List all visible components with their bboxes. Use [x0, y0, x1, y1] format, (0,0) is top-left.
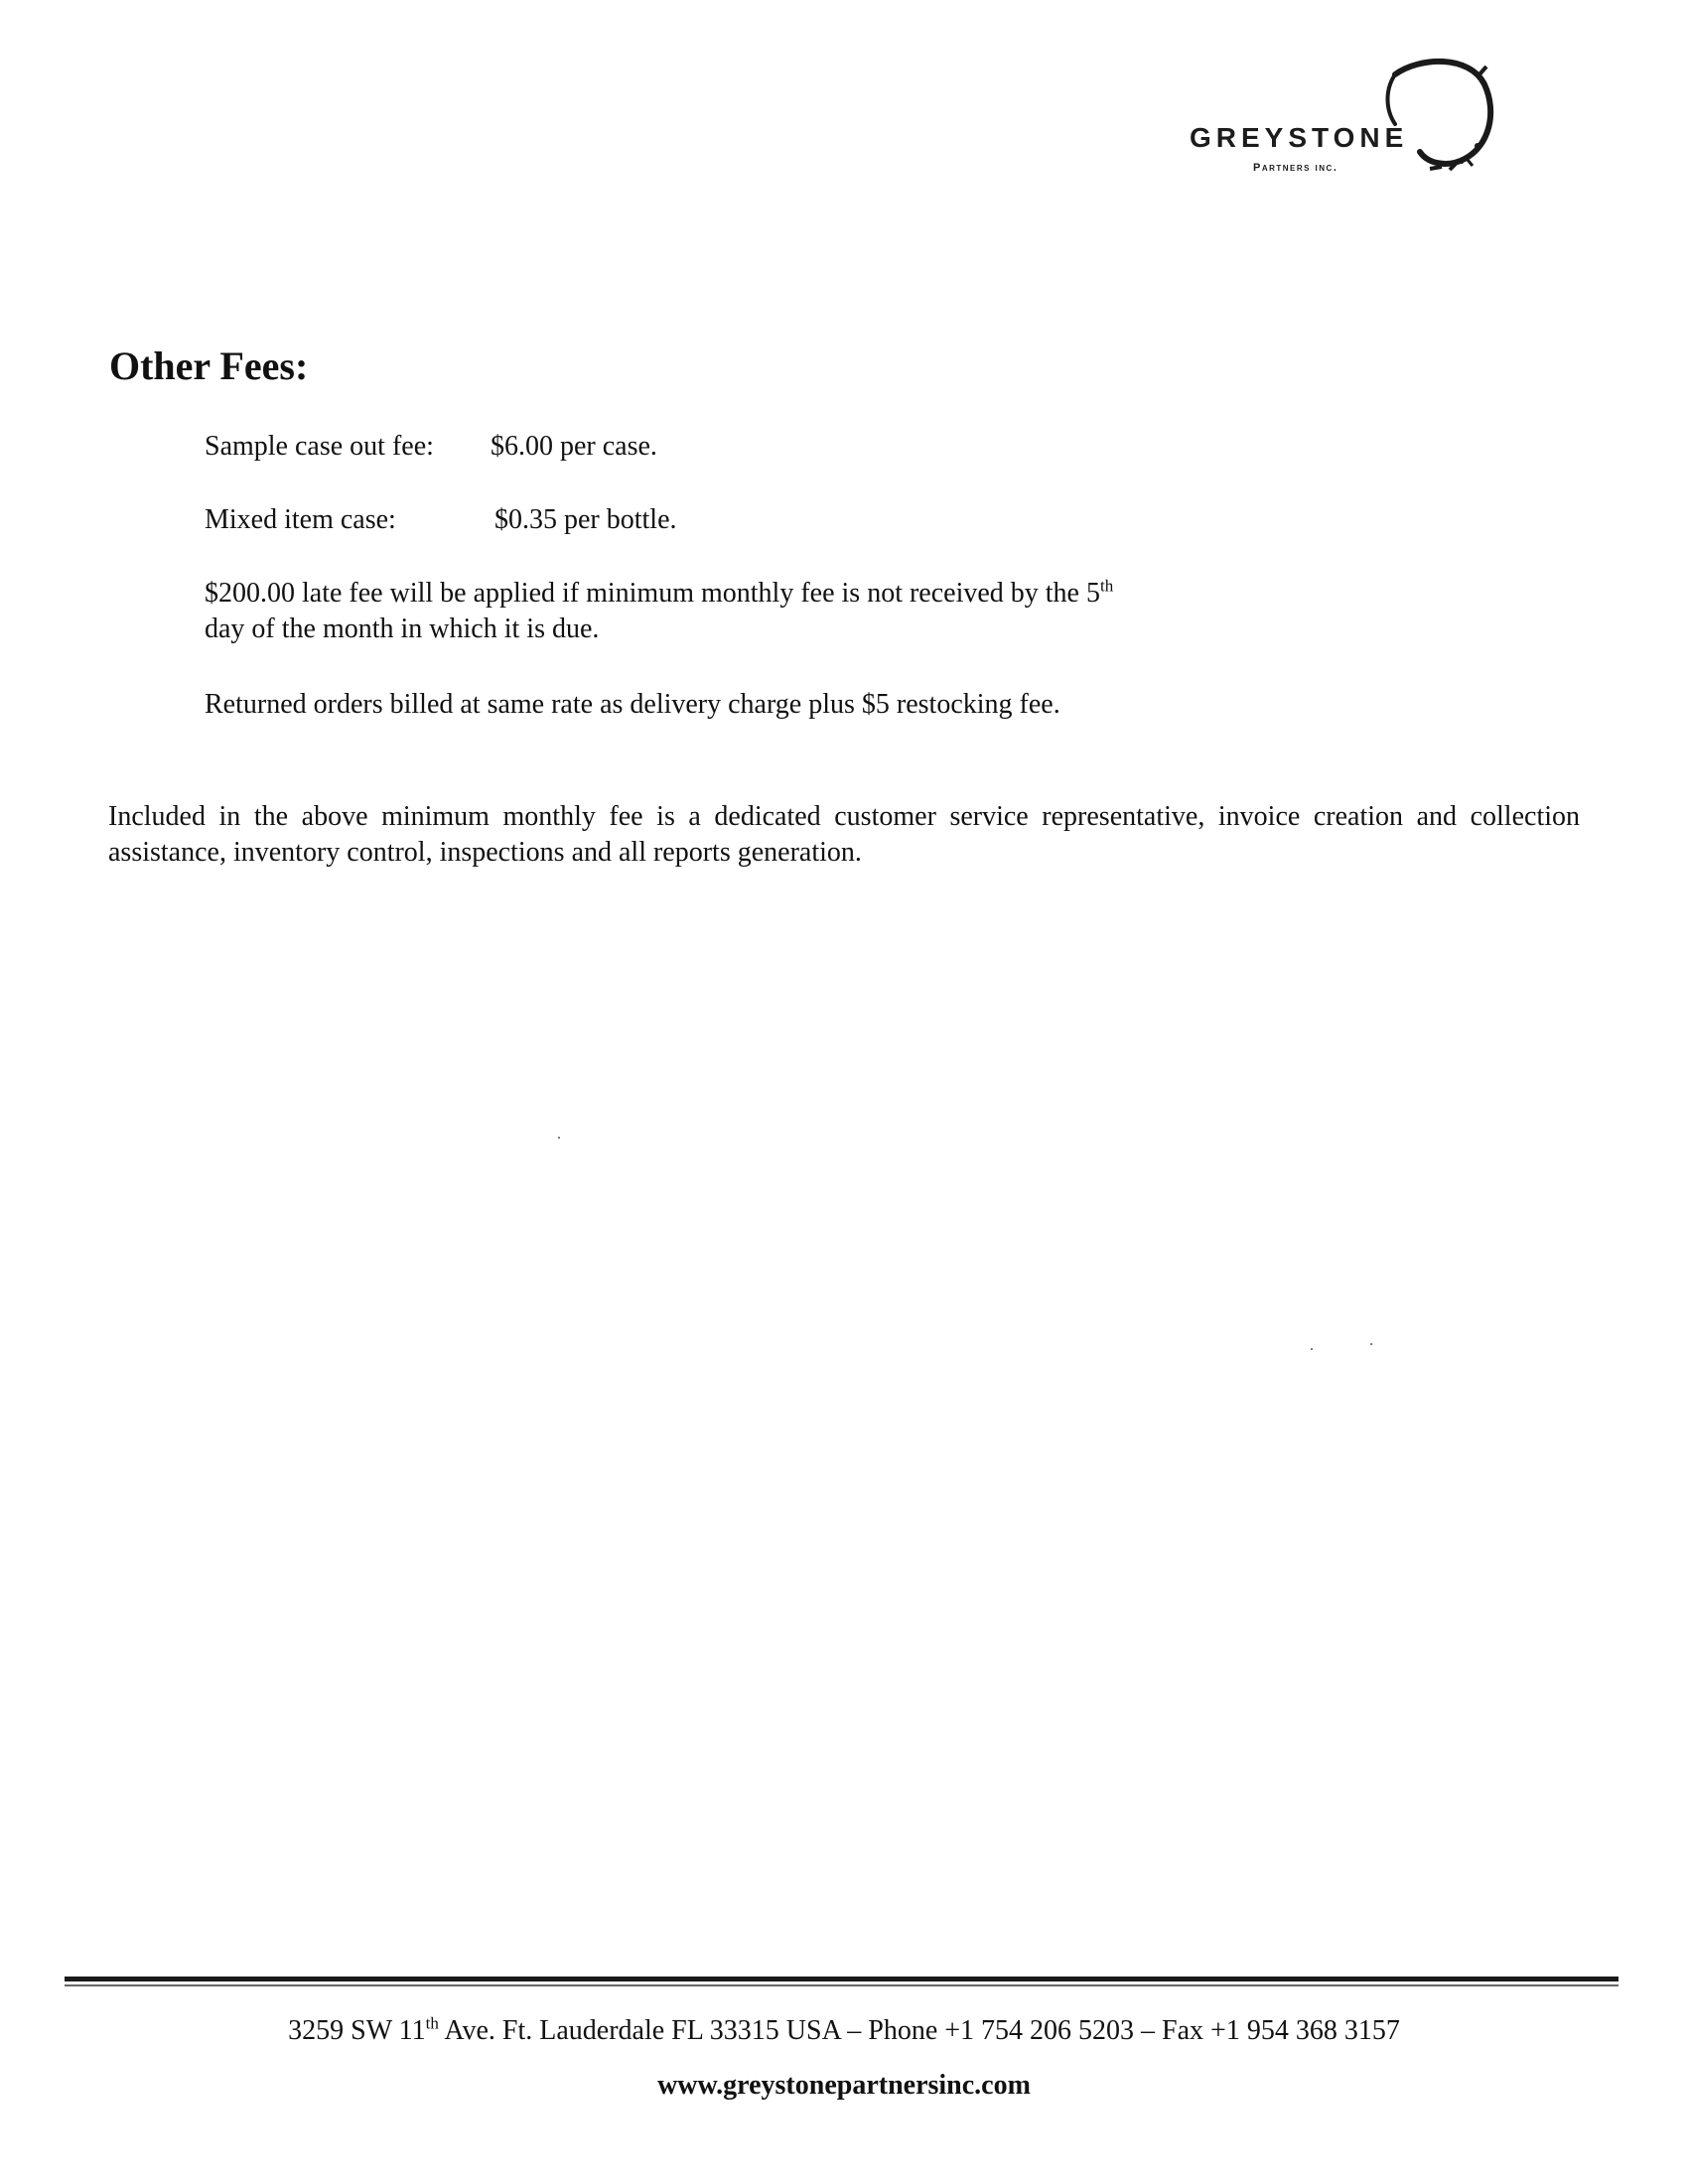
logo-wordmark: GREYSTONE	[1190, 122, 1409, 153]
late-fee-text: $200.00 late fee will be applied if minimum monthly fee is not received by the 5	[205, 578, 1100, 609]
summary-paragraph: Included in the above minimum monthly fee is a dedicated customer service representative, invoice creation and collection assistance, inventory control, inspections and all reports generation.	[108, 801, 1580, 868]
company-logo	[1182, 55, 1519, 184]
footer-address-start: 3259 SW 11	[288, 2015, 426, 2046]
late-fee-text-continued: day of the month in which it is due.	[205, 614, 600, 644]
footer-divider-thin	[65, 1984, 1618, 1986]
returns-note: Returned orders billed at same rate as delivery charge plus $5 restocking fee.	[205, 689, 1060, 720]
fee-value: $0.35 per bottle.	[494, 504, 677, 535]
late-fee-note	[205, 576, 1113, 647]
fee-label: Mixed item case:	[205, 504, 396, 535]
fee-label: Sample case out fee:	[205, 431, 434, 462]
footer-address-end: Ave. Ft. Lauderdale FL 33315 USA – Phone +1 754 206 5203 – Fax +1 954 368 3157	[438, 2015, 1400, 2046]
logo-subtitle: Partners inc.	[1253, 162, 1338, 174]
footer-website: www.greystonepartnersinc.com	[657, 2070, 1031, 2101]
scan-speck	[558, 1137, 560, 1139]
scan-speck	[1370, 1343, 1372, 1345]
fee-row-sample-case	[205, 429, 657, 465]
footer-divider	[65, 1977, 1618, 1981]
late-fee-superscript: th	[1100, 576, 1114, 596]
footer-address-superscript: th	[425, 2013, 439, 2033]
fee-row-mixed-case	[205, 502, 677, 538]
section-heading: Other Fees:	[109, 343, 309, 388]
fee-value: $6.00 per case.	[491, 431, 657, 462]
stone-ring-icon	[1182, 55, 1519, 184]
footer-address	[0, 2015, 1688, 2047]
scan-speck	[1311, 1348, 1313, 1350]
